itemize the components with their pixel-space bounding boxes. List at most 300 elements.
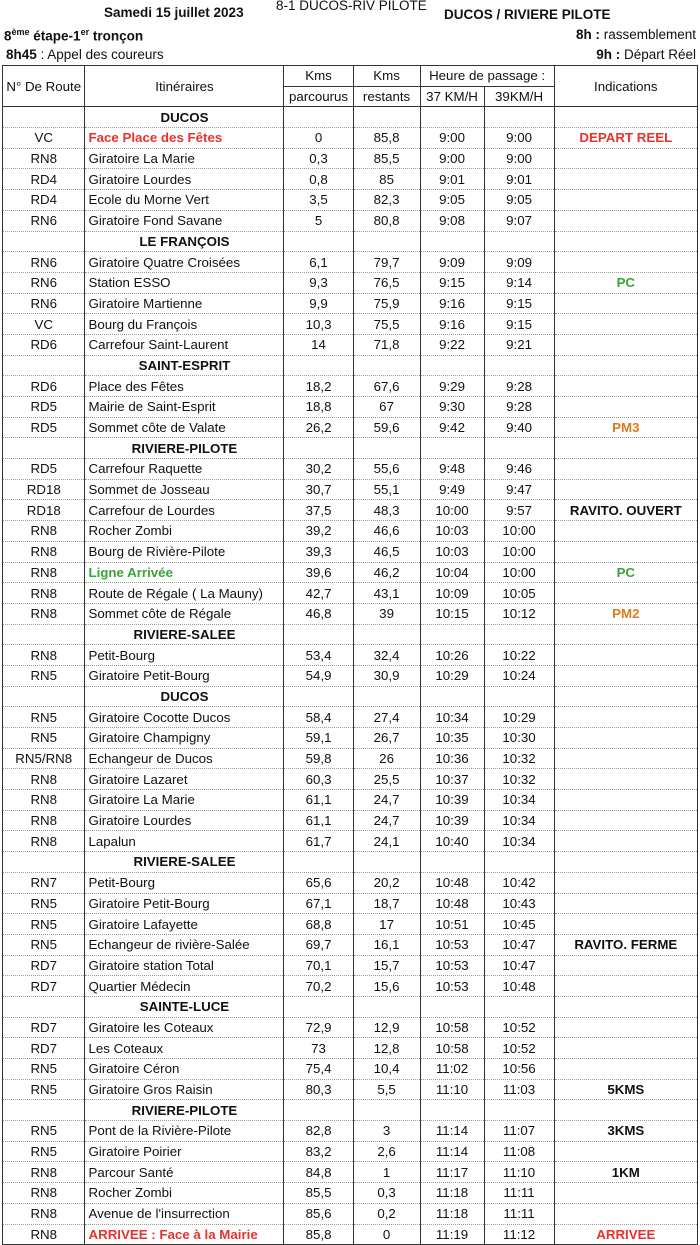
table-row (3, 397, 698, 418)
itinerary-name: Giratoire Lazaret (85, 769, 284, 790)
town-name: RIVIERE-SALEE (85, 624, 284, 645)
indication: PM2 (554, 603, 697, 624)
kms-left-cell (353, 1100, 420, 1121)
time-39-cell (484, 686, 554, 707)
time-37: 9:48 (420, 459, 484, 480)
table-row (3, 1017, 698, 1038)
table-row (3, 955, 698, 976)
itinerary-name: Mairie de Saint-Esprit (85, 397, 284, 418)
assembly-time: 8h : (575, 27, 600, 42)
table-row (3, 521, 698, 542)
itinerary-name: Giratoire La Marie (85, 148, 284, 169)
route-number: VC (3, 314, 85, 335)
time-37: 11:19 (420, 1224, 484, 1245)
time-37: 10:00 (420, 500, 484, 521)
itinerary-name: Echangeur de rivière-Salée (85, 934, 284, 955)
indication (554, 769, 697, 790)
itinerary-name: Petit-Bourg (85, 645, 284, 666)
indication (554, 521, 697, 542)
table-row (3, 314, 698, 335)
time-39-cell (484, 1100, 554, 1121)
kms-done: 30,2 (284, 459, 353, 480)
indication (554, 665, 697, 686)
route-cell (3, 438, 85, 459)
kms-left-cell (353, 624, 420, 645)
time-39: 10:52 (484, 1017, 554, 1038)
kms-done: 82,8 (284, 1121, 353, 1142)
itinerary-name: Ligne Arrivée (85, 562, 284, 583)
time-39: 10:45 (484, 914, 554, 935)
kms-done: 10,3 (284, 314, 353, 335)
time-39: 10:34 (484, 810, 554, 831)
kms-left: 16,1 (353, 934, 420, 955)
stage-label (4, 27, 143, 44)
route-cell (3, 624, 85, 645)
table-header (3, 66, 698, 107)
table-row (3, 1038, 698, 1059)
kms-left: 26 (353, 748, 420, 769)
table-row (3, 707, 698, 728)
table-row (3, 769, 698, 790)
time-37: 9:09 (420, 252, 484, 273)
kms-left: 30,9 (353, 665, 420, 686)
time-39: 10:05 (484, 583, 554, 604)
route-number: RN5 (3, 707, 85, 728)
table-row (3, 645, 698, 666)
table-body (3, 107, 698, 1245)
kms-left: 5,5 (353, 1079, 420, 1100)
table-row (3, 1121, 698, 1142)
indication: PC (554, 272, 697, 293)
route-number: RD4 (3, 190, 85, 211)
itinerary-name: Rocher Zombi (85, 521, 284, 542)
itinerary-name: Giratoire Quatre Croisées (85, 252, 284, 273)
table-row (3, 128, 698, 149)
kms-left: 10,4 (353, 1059, 420, 1080)
time-39: 10:56 (484, 1059, 554, 1080)
itinerary-name: Carrefour Saint-Laurent (85, 334, 284, 355)
itinerary-name: Sommet côte de Valate (85, 417, 284, 438)
time-37: 11:18 (420, 1183, 484, 1204)
route-number: RN8 (3, 831, 85, 852)
kms-done: 26,2 (284, 417, 353, 438)
kms-done: 39,3 (284, 541, 353, 562)
indication: DEPART REEL (554, 128, 697, 149)
route-number: RD7 (3, 1017, 85, 1038)
indication (554, 914, 697, 935)
time-37: 9:29 (420, 376, 484, 397)
segment-superscript: er (80, 27, 90, 37)
itinerary-name: Giratoire Gros Raisin (85, 1079, 284, 1100)
indication-cell (554, 686, 697, 707)
time-39: 10:43 (484, 893, 554, 914)
kms-left: 0,2 (353, 1203, 420, 1224)
header-kms-left: Kms (353, 66, 420, 87)
indication (554, 1203, 697, 1224)
table-row (3, 541, 698, 562)
indication (554, 252, 697, 273)
header-itinerary: Itinéraires (85, 66, 284, 107)
kms-left: 24,7 (353, 790, 420, 811)
time-37: 9:49 (420, 479, 484, 500)
table-row (3, 376, 698, 397)
kms-left: 0,3 (353, 1183, 420, 1204)
route-number: RN6 (3, 252, 85, 273)
route-number: RN8 (3, 769, 85, 790)
route-cell (3, 355, 85, 376)
assembly-info (576, 27, 696, 42)
time-39: 9:07 (484, 210, 554, 231)
time-37: 10:48 (420, 893, 484, 914)
kms-left: 32,4 (353, 645, 420, 666)
route-number: RD5 (3, 417, 85, 438)
route-title: DUCOS / RIVIERE PILOTE (444, 7, 611, 22)
town-name: SAINTE-LUCE (85, 996, 284, 1017)
time-39: 10:34 (484, 790, 554, 811)
route-cell (3, 1100, 85, 1121)
kms-done: 59,1 (284, 728, 353, 749)
kms-done: 39,2 (284, 521, 353, 542)
assembly-label: rassemblement (599, 27, 696, 42)
time-39: 10:47 (484, 934, 554, 955)
time-37: 11:18 (420, 1203, 484, 1224)
indication-cell (554, 438, 697, 459)
indication (554, 645, 697, 666)
kms-left: 0 (353, 1224, 420, 1245)
route-number: RD4 (3, 169, 85, 190)
route-number: RN8 (3, 1224, 85, 1245)
route-number: RD18 (3, 479, 85, 500)
time-37: 10:53 (420, 934, 484, 955)
time-37: 10:36 (420, 748, 484, 769)
itinerary-name: Avenue de l'insurrection (85, 1203, 284, 1224)
indication (554, 1038, 697, 1059)
kms-left: 3 (353, 1121, 420, 1142)
town-row (3, 996, 698, 1017)
indication: PM3 (554, 417, 697, 438)
kms-left: 80,8 (353, 210, 420, 231)
time-37: 10:26 (420, 645, 484, 666)
kms-left-cell (353, 996, 420, 1017)
time-39: 9:57 (484, 500, 554, 521)
time-39: 10:42 (484, 872, 554, 893)
kms-done: 65,6 (284, 872, 353, 893)
kms-done: 61,1 (284, 790, 353, 811)
kms-left: 48,3 (353, 500, 420, 521)
route-number: RD5 (3, 459, 85, 480)
indication (554, 397, 697, 418)
time-39: 9:46 (484, 459, 554, 480)
route-number: RN8 (3, 645, 85, 666)
kms-left: 46,2 (353, 562, 420, 583)
kms-done: 72,9 (284, 1017, 353, 1038)
table-row (3, 603, 698, 624)
time-39-cell (484, 438, 554, 459)
indication (554, 148, 697, 169)
town-name: SAINT-ESPRIT (85, 355, 284, 376)
route-number: RN5 (3, 665, 85, 686)
table-row (3, 417, 698, 438)
kms-done: 85,5 (284, 1183, 353, 1204)
table-row (3, 459, 698, 480)
itinerary-name: Echangeur de Ducos (85, 748, 284, 769)
time-39-cell (484, 107, 554, 128)
kms-left: 15,6 (353, 976, 420, 997)
itinerary-name: Giratoire Petit-Bourg (85, 665, 284, 686)
table-row (3, 169, 698, 190)
segment-label: tronçon (89, 28, 144, 44)
table-row (3, 976, 698, 997)
time-39: 10:32 (484, 769, 554, 790)
itinerary-name: Giratoire Martienne (85, 293, 284, 314)
time-37: 9:30 (420, 397, 484, 418)
time-39: 9:14 (484, 272, 554, 293)
time-37: 9:00 (420, 148, 484, 169)
itinerary-name: Bourg de Rivière-Pilote (85, 541, 284, 562)
header-kms-done: Kms (284, 66, 353, 87)
time-39: 9:28 (484, 376, 554, 397)
time-37: 10:15 (420, 603, 484, 624)
town-name: DUCOS (85, 107, 284, 128)
time-37: 10:39 (420, 790, 484, 811)
kms-done-cell (284, 355, 353, 376)
itinerary-table (2, 65, 698, 1245)
time-39: 10:48 (484, 976, 554, 997)
route-number: RN8 (3, 148, 85, 169)
itinerary-name: Route de Régale ( La Mauny) (85, 583, 284, 604)
kms-done-cell (284, 686, 353, 707)
indication (554, 1059, 697, 1080)
time-37-cell (420, 107, 484, 128)
time-37: 10:03 (420, 541, 484, 562)
kms-done: 60,3 (284, 769, 353, 790)
kms-done: 61,1 (284, 810, 353, 831)
table-row (3, 893, 698, 914)
route-number: RD18 (3, 500, 85, 521)
table-row (3, 1183, 698, 1204)
kms-left-cell (353, 231, 420, 252)
kms-done-cell (284, 1100, 353, 1121)
town-row (3, 686, 698, 707)
kms-done: 75,4 (284, 1059, 353, 1080)
kms-done-cell (284, 231, 353, 252)
table-row (3, 831, 698, 852)
kms-done: 58,4 (284, 707, 353, 728)
time-37: 9:08 (420, 210, 484, 231)
route-number: RN5/RN8 (3, 748, 85, 769)
kms-left: 67,6 (353, 376, 420, 397)
town-row (3, 107, 698, 128)
kms-left: 85,8 (353, 128, 420, 149)
kms-done-cell (284, 996, 353, 1017)
route-number: RN5 (3, 728, 85, 749)
time-39: 10:12 (484, 603, 554, 624)
stage-middle: étape-1 (29, 28, 81, 44)
route-cell (3, 231, 85, 252)
time-39: 11:03 (484, 1079, 554, 1100)
kms-left: 18,7 (353, 893, 420, 914)
time-39: 10:22 (484, 645, 554, 666)
time-39-cell (484, 852, 554, 873)
time-39: 9:15 (484, 293, 554, 314)
time-39-cell (484, 996, 554, 1017)
kms-left: 75,5 (353, 314, 420, 335)
start-info (596, 47, 696, 62)
time-37-cell (420, 438, 484, 459)
indication (554, 748, 697, 769)
kms-left: 12,9 (353, 1017, 420, 1038)
kms-left: 85 (353, 169, 420, 190)
time-39: 9:05 (484, 190, 554, 211)
kms-left: 25,5 (353, 769, 420, 790)
itinerary-name: Giratoire Petit-Bourg (85, 893, 284, 914)
indication: 1KM (554, 1162, 697, 1183)
document-reference: 8-1 DUCOS-RIV PILOTE (276, 0, 427, 13)
table-row (3, 562, 698, 583)
time-39: 10:47 (484, 955, 554, 976)
time-37: 11:02 (420, 1059, 484, 1080)
event-date: Samedi 15 juillet 2023 (104, 5, 244, 20)
kms-left: 39 (353, 603, 420, 624)
indication (554, 893, 697, 914)
time-39-cell (484, 231, 554, 252)
time-39: 9:21 (484, 334, 554, 355)
itinerary-name: Giratoire Cocotte Ducos (85, 707, 284, 728)
route-number: RN8 (3, 541, 85, 562)
kms-left: 75,9 (353, 293, 420, 314)
time-39: 11:10 (484, 1162, 554, 1183)
route-cell (3, 686, 85, 707)
document-header (0, 0, 700, 64)
time-39: 9:09 (484, 252, 554, 273)
time-39: 9:00 (484, 148, 554, 169)
itinerary-name: Giratoire les Coteaux (85, 1017, 284, 1038)
route-number: RN8 (3, 603, 85, 624)
kms-done: 67,1 (284, 893, 353, 914)
indication-cell (554, 852, 697, 873)
time-39-cell (484, 355, 554, 376)
indication (554, 210, 697, 231)
header-kms-left-sub: restants (353, 86, 420, 107)
indication: 5KMS (554, 1079, 697, 1100)
indication (554, 293, 697, 314)
kms-left: 43,1 (353, 583, 420, 604)
table-row (3, 934, 698, 955)
time-37: 11:17 (420, 1162, 484, 1183)
kms-done: 0,8 (284, 169, 353, 190)
kms-done: 85,8 (284, 1224, 353, 1245)
table-row (3, 293, 698, 314)
route-number: RN8 (3, 810, 85, 831)
town-name: RIVIERE-PILOTE (85, 1100, 284, 1121)
itinerary-name: Station ESSO (85, 272, 284, 293)
indication-cell (554, 1100, 697, 1121)
table-row (3, 148, 698, 169)
itinerary-name: Face Place des Fêtes (85, 128, 284, 149)
indication (554, 1141, 697, 1162)
time-37: 9:01 (420, 169, 484, 190)
town-row (3, 624, 698, 645)
time-37: 10:29 (420, 665, 484, 686)
kms-done: 39,6 (284, 562, 353, 583)
table-row (3, 1079, 698, 1100)
kms-left: 85,5 (353, 148, 420, 169)
time-37: 9:42 (420, 417, 484, 438)
kms-left-cell (353, 438, 420, 459)
itinerary-name: Place des Fêtes (85, 376, 284, 397)
kms-done: 53,4 (284, 645, 353, 666)
time-39: 10:24 (484, 665, 554, 686)
time-37: 10:04 (420, 562, 484, 583)
time-39: 10:00 (484, 562, 554, 583)
itinerary-name: ARRIVEE : Face à la Mairie (85, 1224, 284, 1245)
kms-done: 46,8 (284, 603, 353, 624)
indication (554, 459, 697, 480)
route-number: RN5 (3, 1141, 85, 1162)
time-39: 9:40 (484, 417, 554, 438)
route-number: RD7 (3, 955, 85, 976)
kms-done: 80,3 (284, 1079, 353, 1100)
table-row (3, 1141, 698, 1162)
kms-done: 70,2 (284, 976, 353, 997)
time-39: 10:00 (484, 541, 554, 562)
time-39: 9:01 (484, 169, 554, 190)
indication (554, 314, 697, 335)
time-37: 10:40 (420, 831, 484, 852)
kms-done: 59,8 (284, 748, 353, 769)
indication (554, 1183, 697, 1204)
route-number: RD7 (3, 976, 85, 997)
time-39: 10:52 (484, 1038, 554, 1059)
indication (554, 479, 697, 500)
itinerary-name: Giratoire Champigny (85, 728, 284, 749)
route-cell (3, 852, 85, 873)
route-number: RN8 (3, 562, 85, 583)
time-37: 10:37 (420, 769, 484, 790)
indication (554, 872, 697, 893)
time-37-cell (420, 686, 484, 707)
header-indications: Indications (554, 66, 697, 107)
indication: RAVITO. OUVERT (554, 500, 697, 521)
itinerary-name: Giratoire Lourdes (85, 169, 284, 190)
indication (554, 169, 697, 190)
time-37: 10:58 (420, 1038, 484, 1059)
time-39: 10:32 (484, 748, 554, 769)
table-row (3, 252, 698, 273)
header-passage: Heure de passage : (420, 66, 554, 87)
indication (554, 955, 697, 976)
itinerary-name: Bourg du François (85, 314, 284, 335)
table-row (3, 914, 698, 935)
route-number: RN5 (3, 914, 85, 935)
kms-left: 1 (353, 1162, 420, 1183)
kms-done: 18,2 (284, 376, 353, 397)
itinerary-name: Sommet de Josseau (85, 479, 284, 500)
kms-left: 20,2 (353, 872, 420, 893)
table-row (3, 479, 698, 500)
town-name: RIVIERE-PILOTE (85, 438, 284, 459)
indication: ARRIVEE (554, 1224, 697, 1245)
time-37: 10:03 (420, 521, 484, 542)
time-37: 10:53 (420, 955, 484, 976)
indication (554, 376, 697, 397)
kms-left: 82,3 (353, 190, 420, 211)
kms-done: 0 (284, 128, 353, 149)
kms-left: 17 (353, 914, 420, 935)
time-37-cell (420, 1100, 484, 1121)
time-37: 10:09 (420, 583, 484, 604)
itinerary-name: Giratoire Poirier (85, 1141, 284, 1162)
